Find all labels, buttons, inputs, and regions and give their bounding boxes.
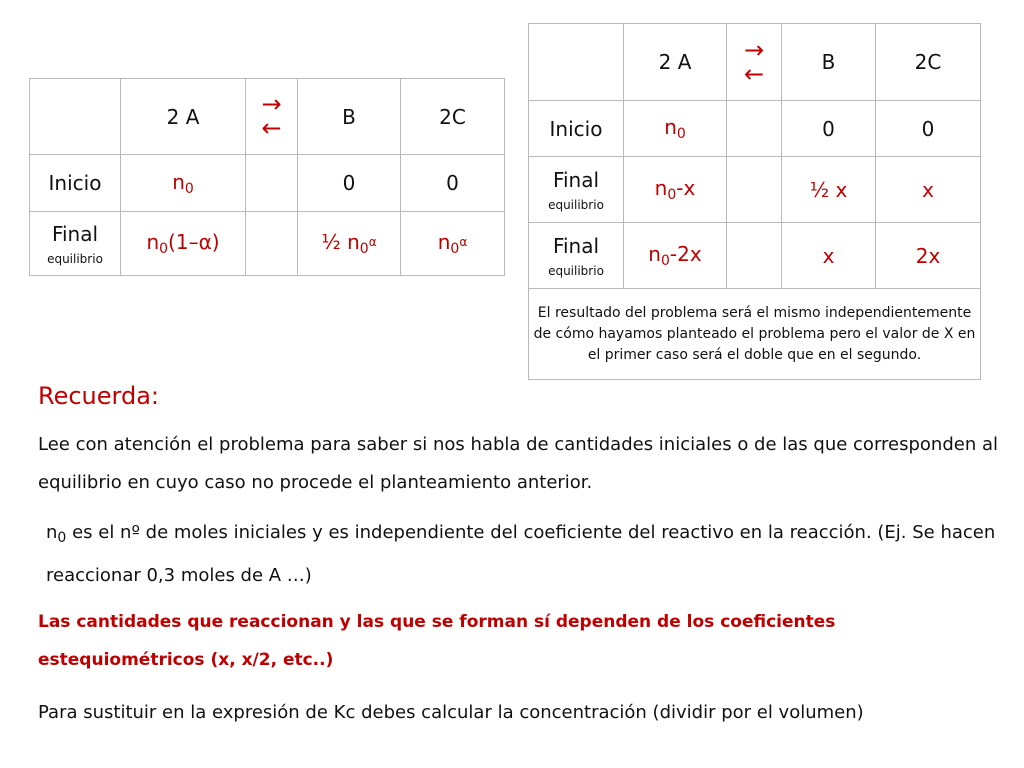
cell-c-inicio: 0 xyxy=(876,101,981,157)
cell-b-final xyxy=(298,212,401,276)
equilibrium-table-alpha xyxy=(29,78,505,276)
table-header-row xyxy=(529,24,981,101)
table-note-row xyxy=(529,289,981,380)
final-label: Final xyxy=(552,233,600,258)
minus-2x-term: -2x xyxy=(669,242,702,266)
equilibrium-table-x xyxy=(528,23,981,380)
cell-arrow-final-1 xyxy=(727,157,782,223)
n-symbol: n xyxy=(172,169,185,194)
table-note: El resultado del problema será el mismo independientemente de cómo hayamos planteado el problema pero el valor de X en el primer caso será el doble que en el segundo. xyxy=(529,289,981,380)
n-subscript: 0 xyxy=(667,187,677,203)
table-row-inicio xyxy=(529,101,981,157)
cell-a-final-1 xyxy=(624,157,727,223)
table-row-inicio xyxy=(30,155,505,212)
row-label-final xyxy=(529,157,624,223)
n-subscript: 0 xyxy=(159,241,169,257)
cell-b-inicio: 0 xyxy=(298,155,401,212)
alpha-superscript: α xyxy=(368,235,377,249)
arrow-left-icon: ← xyxy=(261,114,282,142)
n-symbol: n xyxy=(664,115,677,139)
n-subscript: 0 xyxy=(660,253,670,269)
arrow-right-icon: → xyxy=(261,90,282,118)
arrow-right-icon: → xyxy=(743,35,765,64)
alpha-superscript: α xyxy=(459,235,468,249)
cell-arrow-final xyxy=(246,212,298,276)
equilibrio-label: equilibrio xyxy=(47,251,103,266)
row-label-inicio: Inicio xyxy=(30,155,121,212)
reminder-paragraph-2 xyxy=(46,514,1006,595)
equilibrio-label: equilibrio xyxy=(548,197,604,212)
row-label-inicio: Inicio xyxy=(529,101,624,157)
n-subscript: 0 xyxy=(57,530,67,546)
header-b: B xyxy=(782,24,876,101)
cell-a-inicio xyxy=(624,101,727,157)
row-label-final xyxy=(30,212,121,276)
final-label: Final xyxy=(51,221,99,246)
n-subscript: 0 xyxy=(359,241,369,257)
arrow-left-icon: ← xyxy=(743,59,765,88)
equilibrio-label: equilibrio xyxy=(548,263,604,278)
cell-c-final-2: 2x xyxy=(876,223,981,289)
cell-arrow-inicio xyxy=(246,155,298,212)
n-symbol: n xyxy=(46,522,58,543)
reversible-arrows xyxy=(727,24,782,101)
table-row-final-1 xyxy=(529,157,981,223)
n-subscript: 0 xyxy=(184,180,194,197)
table-row-final xyxy=(30,212,505,276)
header-2c: 2C xyxy=(401,79,505,155)
header-2a: 2 A xyxy=(624,24,727,101)
table-header-row xyxy=(30,79,505,155)
n-subscript: 0 xyxy=(450,241,460,257)
n-symbol: n xyxy=(146,230,160,254)
cell-a-final-2 xyxy=(624,223,727,289)
reminder-paragraph-1: Lee con atención el problema para saber si nos habla de cantidades iniciales o de las que corresponden al equilibrio en cuyo caso no procede el planteamiento anterior. xyxy=(38,434,998,493)
final-label: Final xyxy=(552,167,600,192)
n-subscript: 0 xyxy=(676,126,686,142)
cell-c-final-1: x xyxy=(876,157,981,223)
cell-arrow-final-2 xyxy=(727,223,782,289)
cell-arrow-inicio xyxy=(727,101,782,157)
n-symbol: n xyxy=(648,242,661,266)
reversible-arrows xyxy=(246,79,298,155)
reminder-title: Recuerda: xyxy=(38,382,160,410)
half-n: ½ n xyxy=(321,230,360,254)
header-empty-cell xyxy=(529,24,624,101)
cell-b-final-2: x xyxy=(782,223,876,289)
cell-c-final xyxy=(401,212,505,276)
cell-a-inicio xyxy=(121,155,246,212)
header-2a: 2 A xyxy=(121,79,246,155)
cell-c-inicio: 0 xyxy=(401,155,505,212)
row-label-final xyxy=(529,223,624,289)
table-row-final-2 xyxy=(529,223,981,289)
header-2c: 2C xyxy=(876,24,981,101)
n-symbol: n xyxy=(437,230,451,254)
cell-b-final-1: ½ x xyxy=(782,157,876,223)
minus-x-term: -x xyxy=(676,176,696,200)
cell-a-final xyxy=(121,212,246,276)
header-b: B xyxy=(298,79,401,155)
cell-b-inicio: 0 xyxy=(782,101,876,157)
header-empty-cell xyxy=(30,79,121,155)
reminder-paragraph-2-text: es el nº de moles iniciales y es independiente del coeficiente del reactivo en la reacción. (Ej. Se hacen reaccionar 0,3 moles de A …) xyxy=(46,522,996,586)
alpha-term: (1–α) xyxy=(168,230,220,254)
reminder-paragraph-3: Las cantidades que reaccionan y las que se forman sí dependen de los coeficientes estequiométricos (x, x/2, etc..) xyxy=(38,612,836,670)
n-symbol: n xyxy=(654,176,668,200)
reminder-paragraph-4: Para sustituir en la expresión de Kc debes calcular la concentración (dividir por el volumen) xyxy=(38,702,864,723)
